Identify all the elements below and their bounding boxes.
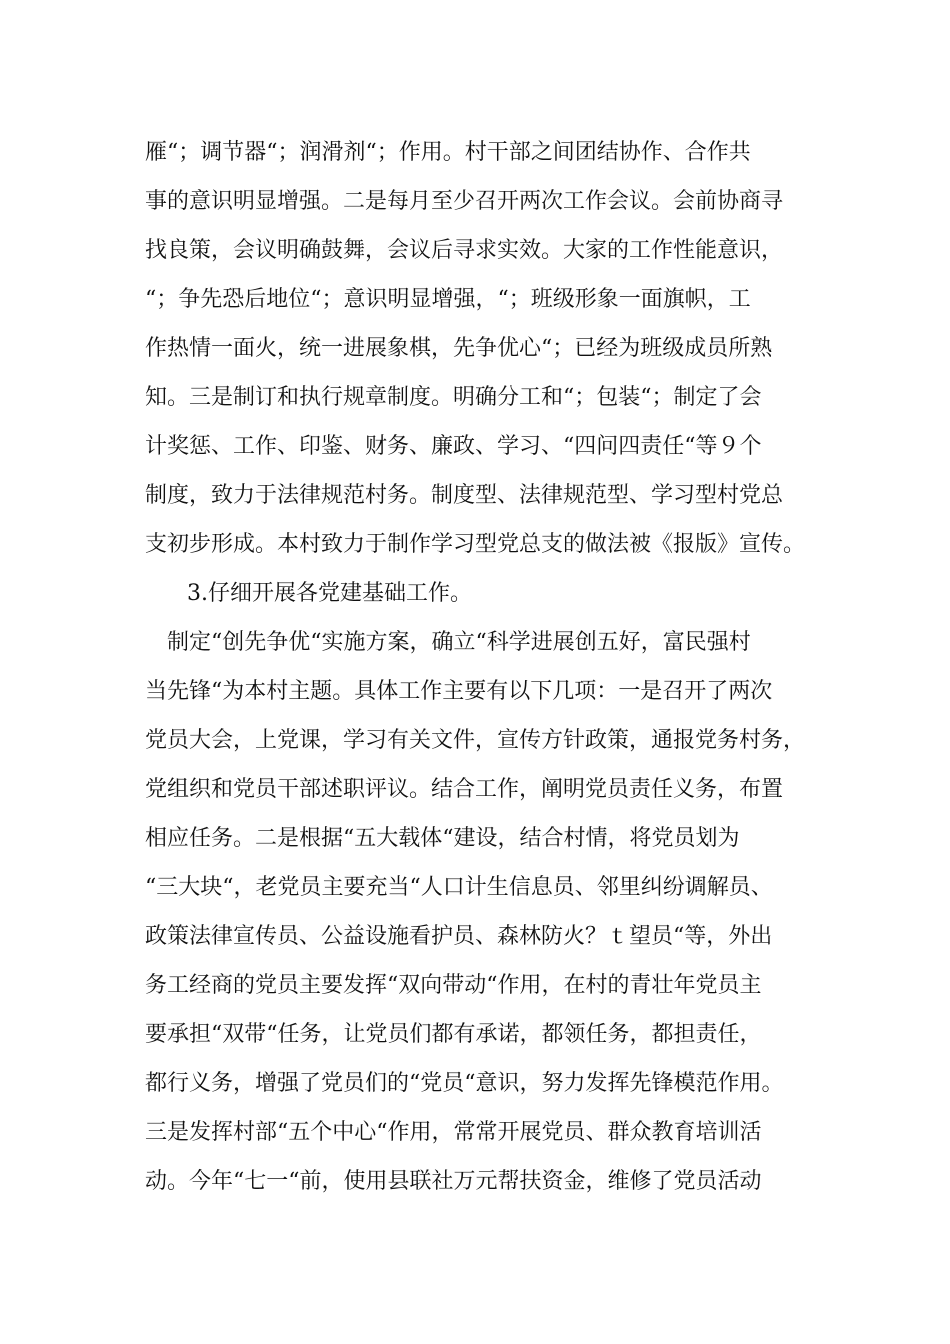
text-line-3: 找良策，会议明确鼓舞，会议后寻求实效。大家的工作性能意识，: [145, 238, 784, 263]
text-line-20: 都行义务，增强了党员们的“党员“意识，努力发挥先锋模范作用。: [145, 1071, 784, 1096]
text-line-15: 相应任务。二是根据“五大载体“建设，结合村情，将党员划为: [145, 826, 740, 851]
text-line-12: 当先锋“为本村主题。具体工作主要有以下几项：一是召开了两次: [145, 679, 773, 704]
text-line-22: 动。今年“七一“前，使用县联社万元帮扶资金，维修了党员活动: [145, 1169, 762, 1194]
text-line-17: 政策法律宣传员、公益设施看护员、森林防火？ｔ望员“等，外出: [145, 924, 773, 949]
text-line-19: 要承担“双带“任务，让党员们都有承诺，都领任务，都担责任，: [145, 1022, 762, 1047]
text-line-4: “；争先恐后地位“；意识明显增强，“；班级形象一面旗帜，工: [145, 287, 751, 312]
text-line-2: 事的意识明显增强。二是每月至少召开两次工作会议。会前协商寻: [145, 189, 784, 214]
text-line-6: 知。三是制订和执行规章制度。明确分工和“；包装“；制定了会: [145, 385, 762, 410]
text-line-14: 党组织和党员干部述职评议。结合工作，阐明党员责任义务，布置: [145, 777, 784, 802]
text-line-5: 作热情一面火，统一进展象棋，先争优心“；已经为班级成员所熟: [145, 336, 773, 361]
body-text: [145, 128, 835, 1206]
text-line-18: 务工经商的党员主要发挥“双向带动“作用，在村的青壮年党员主: [145, 973, 762, 998]
text-line-16: “三大块“，老党员主要充当“人口计生信息员、邻里纠纷调解员、: [145, 875, 773, 900]
section-heading: 3.仔细开展各党建基础工作。: [187, 581, 472, 606]
text-line-9: 支初步形成。本村致力于制作学习型党总支的做法被《报版》宣传。: [145, 532, 806, 557]
text-line-11: 制定“创先争优“实施方案，确立“科学进展创五好，富民强村: [167, 630, 751, 655]
text-line-21: 三是发挥村部“五个中心“作用，常常开展党员、群众教育培训活: [145, 1120, 762, 1145]
text-line-8: 制度，致力于法律规范村务。制度型、法律规范型、学习型村党总: [145, 483, 784, 508]
text-line-7: 计奖惩、工作、印鉴、财务、廉政、学习、“四问四责任“等９个: [145, 434, 762, 459]
text-line-13: 党员大会，上党课，学习有关文件，宣传方针政策，通报党务村务，: [145, 728, 806, 753]
text-line-1: 雁“；调节器“；润滑剂“；作用。村干部之间团结协作、合作共: [145, 140, 751, 165]
